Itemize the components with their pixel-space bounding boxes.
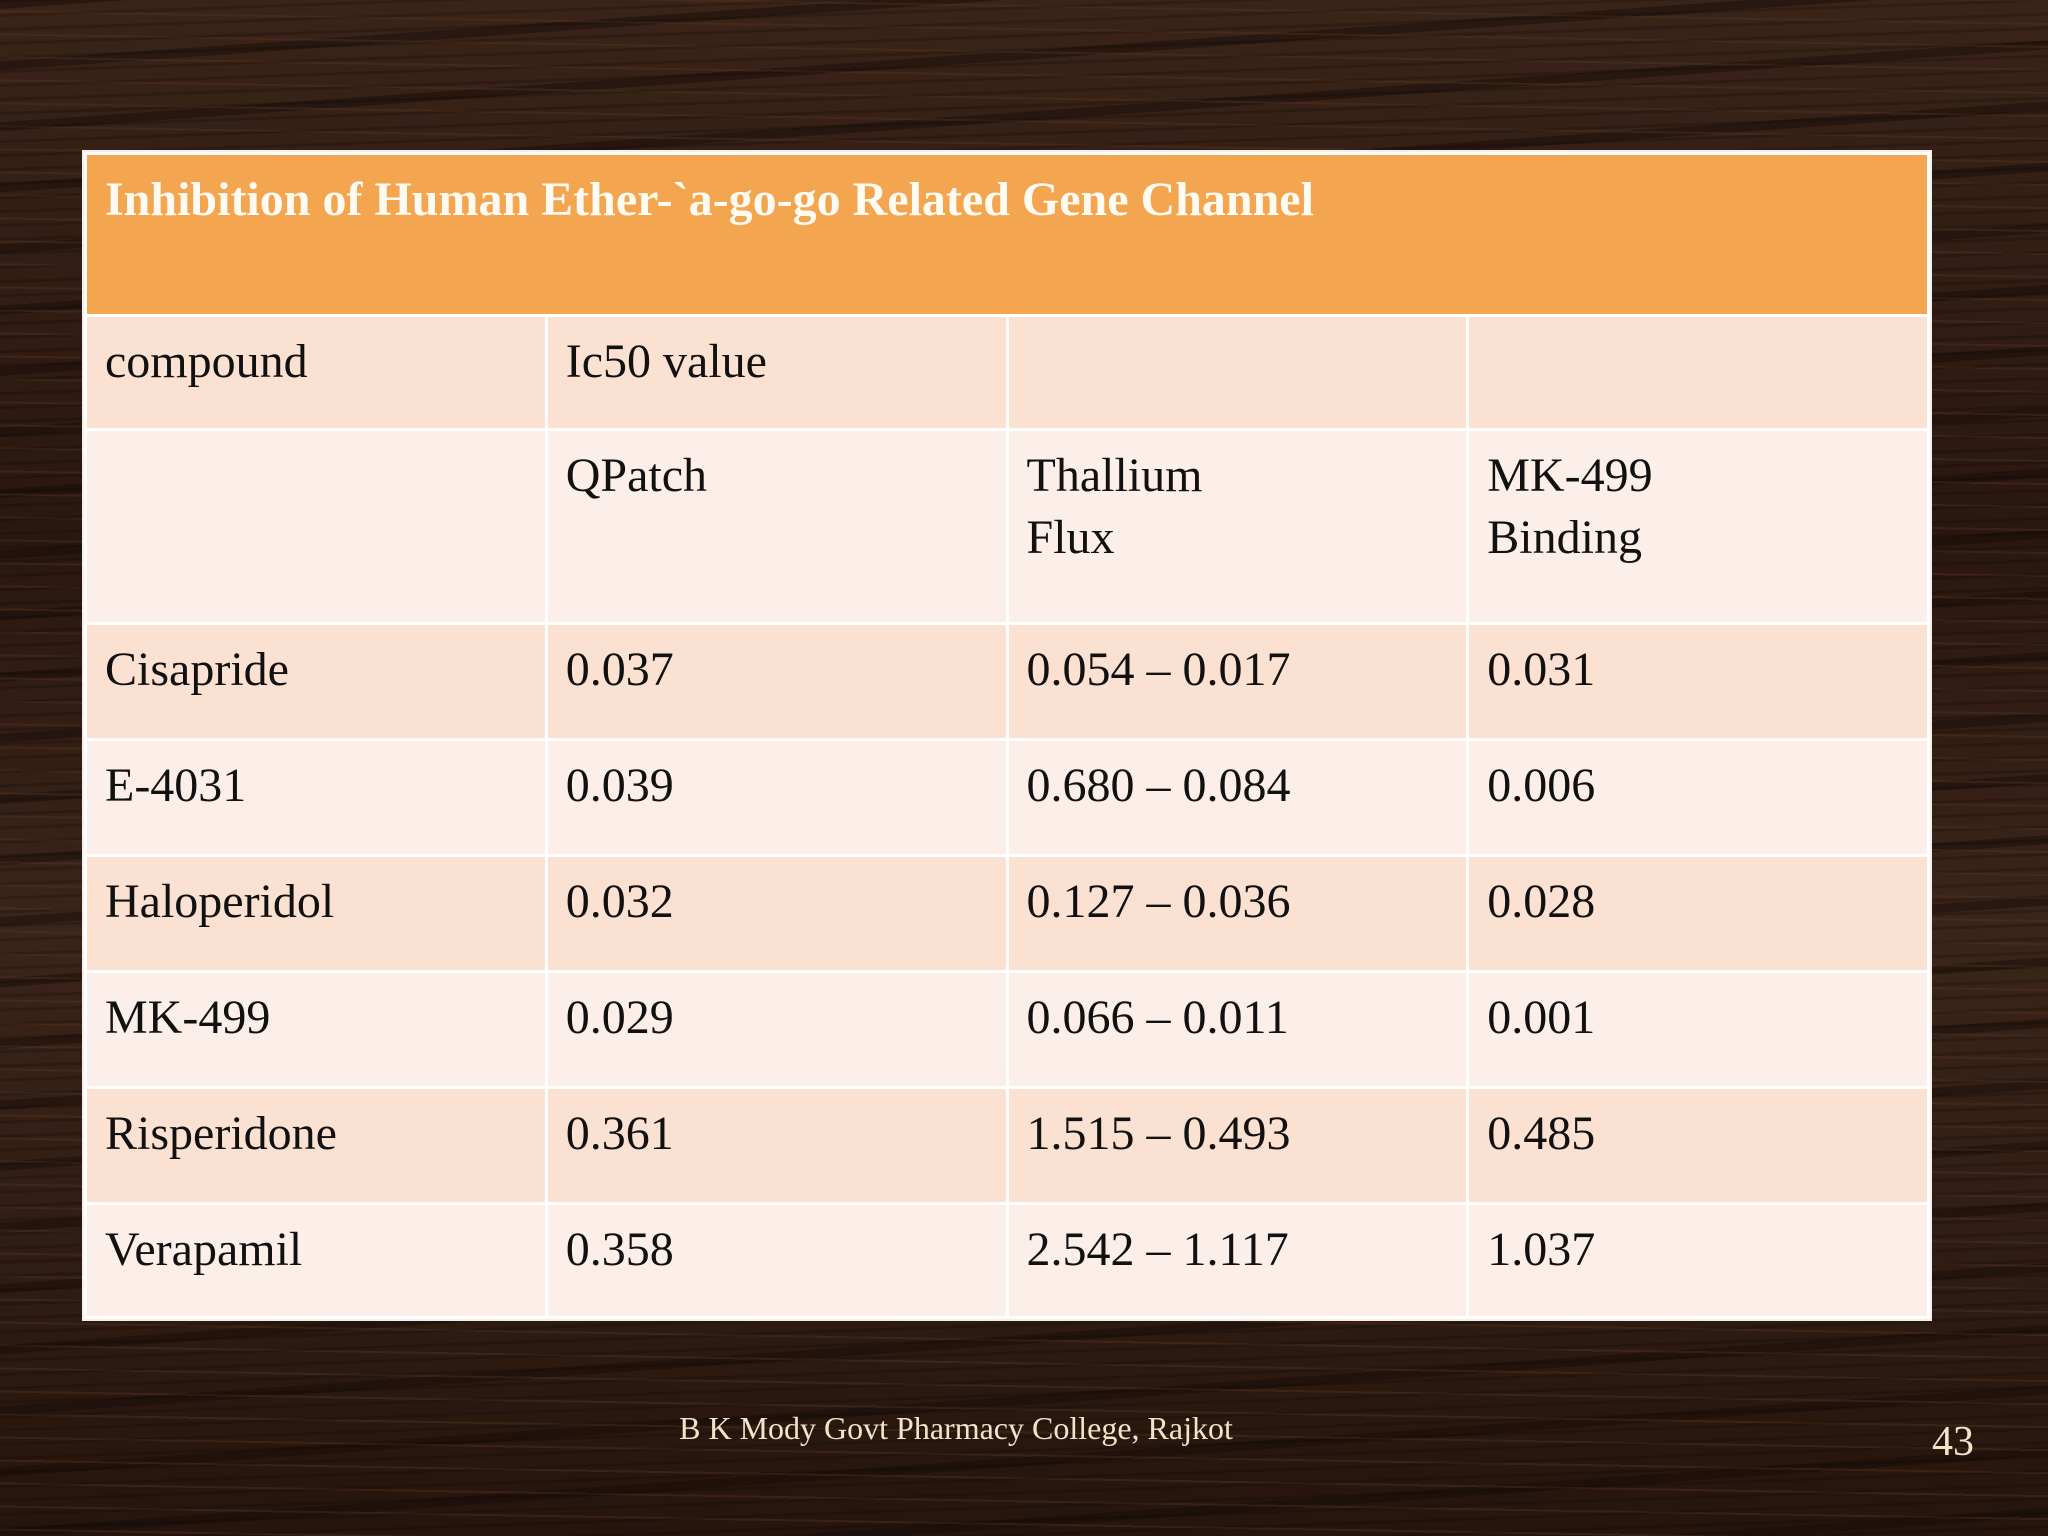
compound-cell: Cisapride	[86, 624, 547, 740]
qpatch-cell: 0.037	[546, 624, 1007, 740]
subheader-mk499-binding: MK-499 Binding	[1468, 430, 1929, 624]
table-row	[86, 972, 1929, 1088]
header-ic50-value: Ic50 value	[546, 316, 1007, 430]
subheader-thallium-flux: Thallium Flux	[1007, 430, 1468, 624]
binding-cell: 0.031	[1468, 624, 1929, 740]
binding-cell: 0.001	[1468, 972, 1929, 1088]
qpatch-cell: 0.029	[546, 972, 1007, 1088]
thallium-flux-cell: 1.515 – 0.493	[1007, 1088, 1468, 1204]
thallium-flux-cell: 0.054 – 0.017	[1007, 624, 1468, 740]
binding-cell: 0.485	[1468, 1088, 1929, 1204]
binding-cell: 0.028	[1468, 856, 1929, 972]
table-subheader-row	[86, 430, 1929, 624]
table-row	[86, 1204, 1929, 1318]
compound-cell: MK-499	[86, 972, 547, 1088]
table-row	[86, 740, 1929, 856]
thallium-flux-cell: 0.066 – 0.011	[1007, 972, 1468, 1088]
slide-number: 43	[1932, 1419, 1974, 1465]
header-empty-cell	[1007, 316, 1468, 430]
table-row	[86, 856, 1929, 972]
thallium-flux-cell: 0.680 – 0.084	[1007, 740, 1468, 856]
compound-cell: Verapamil	[86, 1204, 547, 1318]
compound-cell: Risperidone	[86, 1088, 547, 1204]
table-row	[86, 624, 1929, 740]
qpatch-cell: 0.032	[546, 856, 1007, 972]
thallium-flux-cell: 0.127 – 0.036	[1007, 856, 1468, 972]
qpatch-cell: 0.361	[546, 1088, 1007, 1204]
qpatch-cell: 0.358	[546, 1204, 1007, 1318]
footer-college-name: B K Mody Govt Pharmacy College, Rajkot	[679, 1410, 1233, 1446]
table-title-row	[86, 154, 1929, 316]
compound-cell: Haloperidol	[86, 856, 547, 972]
subheader-qpatch: QPatch	[546, 430, 1007, 624]
herg-inhibition-table	[84, 152, 1930, 1319]
subheader-blank-cell	[86, 430, 547, 624]
qpatch-cell: 0.039	[546, 740, 1007, 856]
header-empty-cell	[1468, 316, 1929, 430]
table-header-row	[86, 316, 1929, 430]
compound-cell: E-4031	[86, 740, 547, 856]
binding-cell: 0.006	[1468, 740, 1929, 856]
table-row	[86, 1088, 1929, 1204]
header-compound: compound	[86, 316, 547, 430]
thallium-flux-cell: 2.542 – 1.117	[1007, 1204, 1468, 1318]
table-title: Inhibition of Human Ether-`a-go-go Related Gene Channel	[86, 154, 1929, 316]
binding-cell: 1.037	[1468, 1204, 1929, 1318]
